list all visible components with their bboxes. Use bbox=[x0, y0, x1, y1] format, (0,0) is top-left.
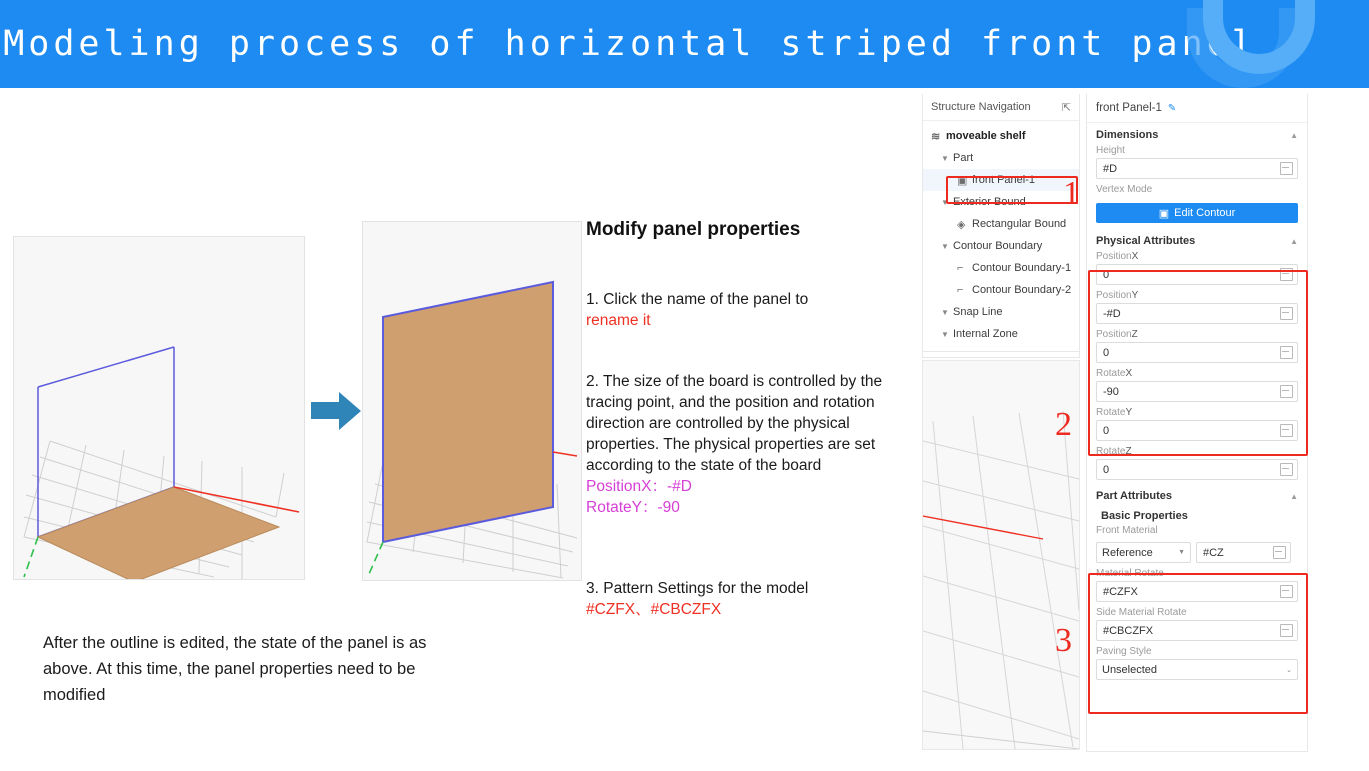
chevron-down-icon[interactable]: ▼ bbox=[1178, 549, 1185, 556]
edit-contour-button[interactable] bbox=[1096, 203, 1298, 223]
field-front-material-label: Front Material bbox=[1096, 525, 1158, 536]
chevron-down-icon[interactable]: ▼ bbox=[941, 329, 949, 339]
label-prefix: Position bbox=[1096, 290, 1132, 301]
rotatex-value: -90 bbox=[1103, 385, 1119, 398]
formula-icon[interactable] bbox=[1280, 346, 1293, 359]
label-suffix: Z bbox=[1125, 446, 1132, 457]
basic-properties-label: Basic Properties bbox=[1101, 510, 1188, 522]
tree-item-moveable-shelf[interactable] bbox=[923, 125, 1079, 147]
contour-icon: ⌐ bbox=[957, 284, 964, 296]
formula-icon[interactable] bbox=[1280, 162, 1293, 175]
tree-item-contour-boundary[interactable] bbox=[923, 235, 1079, 257]
section-physical-header[interactable] bbox=[1087, 229, 1307, 250]
formula-icon[interactable] bbox=[1280, 385, 1293, 398]
step-3-line: 3. Pattern Settings for the model bbox=[586, 580, 809, 597]
tree-item-label: Exterior Bound bbox=[953, 196, 1026, 208]
rotatez-input[interactable] bbox=[1096, 459, 1298, 480]
positionx-input[interactable] bbox=[1096, 264, 1298, 285]
step-3-text bbox=[586, 578, 904, 620]
label-prefix: Position bbox=[1096, 329, 1132, 340]
properties-title: front Panel-1 bbox=[1096, 102, 1162, 114]
side-material-rotate-input[interactable] bbox=[1096, 620, 1298, 641]
structure-navigation-title: Structure Navigation bbox=[931, 101, 1031, 113]
front-material-value: #CZ bbox=[1203, 546, 1224, 559]
field-height-label: Height bbox=[1096, 145, 1125, 156]
step-2-text bbox=[586, 371, 904, 518]
height-input[interactable] bbox=[1096, 158, 1298, 179]
label-prefix: Rotate bbox=[1096, 368, 1126, 379]
chevron-up-icon[interactable]: ▲ bbox=[1290, 130, 1298, 140]
front-material-source-select[interactable] bbox=[1096, 542, 1191, 563]
contour-icon: ▣ bbox=[1158, 207, 1170, 220]
banner-title: Modeling process of horizontal striped front panel bbox=[3, 24, 1257, 64]
field-rotatez bbox=[1087, 445, 1307, 484]
front-material-input[interactable] bbox=[1196, 542, 1291, 563]
u-logo-icon bbox=[1181, 0, 1341, 88]
field-positiony bbox=[1087, 289, 1307, 328]
tree-item-front-panel-1[interactable] bbox=[923, 169, 1079, 191]
section-physical-label: Physical Attributes bbox=[1096, 235, 1196, 247]
field-side-material-rotate bbox=[1087, 606, 1307, 645]
field-positionz bbox=[1087, 328, 1307, 367]
step-2-param-positionx: PositionX：-#D bbox=[586, 478, 692, 495]
field-rotatex bbox=[1087, 367, 1307, 406]
tree-item-label: moveable shelf bbox=[946, 130, 1026, 142]
paving-style-value: Unselected bbox=[1102, 663, 1158, 676]
annotation-number-2: 2 bbox=[1055, 406, 1072, 443]
field-material-rotate bbox=[1087, 563, 1307, 606]
bound-icon: ◈ bbox=[957, 218, 966, 231]
structure-navigation-panel bbox=[922, 94, 1080, 358]
field-front-material bbox=[1087, 524, 1307, 542]
label-prefix: Rotate bbox=[1096, 446, 1126, 457]
material-rotate-value: #CZFX bbox=[1103, 585, 1138, 598]
chevron-down-icon[interactable]: ▼ bbox=[941, 307, 949, 317]
field-paving-style bbox=[1087, 645, 1307, 684]
page-title: Modify panel properties bbox=[586, 219, 801, 240]
chevron-up-icon[interactable]: ▲ bbox=[1290, 491, 1298, 501]
tree-item-label: Internal Zone bbox=[953, 328, 1018, 340]
tree-item-label: Contour Boundary-1 bbox=[972, 262, 1072, 274]
cad-app-panel bbox=[922, 94, 1369, 752]
field-vertex-mode bbox=[1087, 183, 1307, 201]
structure-tree bbox=[923, 121, 1079, 352]
edit-contour-label: Edit Contour bbox=[1174, 207, 1236, 219]
tree-item-label: Rectangular Bound bbox=[972, 218, 1067, 230]
step-2-body: 2. The size of the board is controlled by the tracing point, and the position and rotation direction are controlled by the physical properties. The physical properties are set according to the state of the board bbox=[586, 373, 883, 474]
positionz-input[interactable] bbox=[1096, 342, 1298, 363]
annotation-number-1: 1 bbox=[1063, 175, 1080, 212]
properties-panel bbox=[1086, 94, 1308, 752]
label-suffix: X bbox=[1125, 368, 1133, 379]
section-dimensions-label: Dimensions bbox=[1096, 129, 1159, 141]
height-value: #D bbox=[1103, 162, 1118, 175]
step-1-line: 1. Click the name of the panel to bbox=[586, 291, 809, 308]
tree-item-label: Snap Line bbox=[953, 306, 1003, 318]
annotation-number-3: 3 bbox=[1055, 622, 1072, 659]
tree-item-exterior-bound[interactable] bbox=[923, 191, 1079, 213]
rotatey-input[interactable] bbox=[1096, 420, 1298, 441]
positiony-input[interactable] bbox=[1096, 303, 1298, 324]
bottom-note: After the outline is edited, the state of the panel is as above. At this time, the panel properties need to be modified bbox=[43, 634, 427, 704]
label-suffix: Y bbox=[1125, 407, 1133, 418]
layers-icon: ≋ bbox=[931, 130, 941, 143]
step-3-params: #CZFX、#CBCZFX bbox=[586, 601, 722, 618]
label-suffix: X bbox=[1131, 251, 1139, 262]
rotatex-input[interactable] bbox=[1096, 381, 1298, 402]
side-material-rotate-value: #CBCZFX bbox=[1103, 624, 1154, 637]
field-positionz-label bbox=[1096, 329, 1298, 340]
field-positionx-label bbox=[1096, 251, 1298, 262]
field-vertex-mode-label: Vertex Mode bbox=[1096, 184, 1153, 195]
3d-scene-before bbox=[14, 237, 304, 579]
panel-icon: ▣ bbox=[957, 174, 968, 187]
tree-item-internal-zone[interactable] bbox=[923, 323, 1079, 345]
field-rotatey-label bbox=[1096, 407, 1298, 418]
formula-icon[interactable] bbox=[1280, 307, 1293, 320]
section-part-header[interactable] bbox=[1087, 484, 1307, 505]
tree-item-label: Contour Boundary-2 bbox=[972, 284, 1072, 296]
label-prefix: Rotate bbox=[1096, 407, 1126, 418]
step-1-text bbox=[586, 289, 904, 331]
positionx-value: 0 bbox=[1103, 268, 1110, 281]
chevron-down-icon[interactable]: ▼ bbox=[941, 241, 949, 251]
label-suffix: Z bbox=[1131, 329, 1138, 340]
field-paving-style-label: Paving Style bbox=[1096, 646, 1152, 657]
divider bbox=[923, 351, 1079, 352]
positionz-value: 0 bbox=[1103, 346, 1110, 359]
tree-item-contour-boundary-1[interactable] bbox=[923, 257, 1079, 279]
chevron-down-icon[interactable]: ▼ bbox=[941, 153, 949, 163]
field-rotatey bbox=[1087, 406, 1307, 445]
chevron-up-icon[interactable]: ▲ bbox=[1290, 236, 1298, 246]
viewport-screenshot-after bbox=[362, 221, 582, 581]
tree-item-rectangular-bound[interactable] bbox=[923, 213, 1079, 235]
field-height bbox=[1087, 144, 1307, 183]
field-material-rotate-label: Material Rotate bbox=[1096, 568, 1164, 579]
field-side-material-rotate-label: Side Material Rotate bbox=[1096, 607, 1187, 618]
3d-scene-after bbox=[363, 222, 581, 580]
viewport-screenshot-before bbox=[13, 236, 305, 580]
structure-navigation-header bbox=[923, 94, 1079, 121]
rotatey-value: 0 bbox=[1103, 424, 1110, 437]
label-prefix: Position bbox=[1096, 251, 1132, 262]
pencil-icon[interactable]: ✎ bbox=[1167, 102, 1177, 114]
chevron-down-icon[interactable]: ⌄ bbox=[1286, 666, 1292, 674]
step-2-param-rotatey: RotateY：-90 bbox=[586, 499, 680, 516]
field-positionx bbox=[1087, 250, 1307, 289]
positiony-value: -#D bbox=[1103, 307, 1121, 320]
field-rotatex-label bbox=[1096, 368, 1298, 379]
tree-item-label: Contour Boundary bbox=[953, 240, 1043, 252]
formula-icon[interactable] bbox=[1280, 424, 1293, 437]
properties-title-row bbox=[1087, 94, 1307, 123]
rotatez-value: 0 bbox=[1103, 463, 1110, 476]
chevron-down-icon[interactable]: ▼ bbox=[941, 197, 949, 207]
formula-icon[interactable] bbox=[1280, 585, 1293, 598]
tree-item-label: Part bbox=[953, 152, 974, 164]
formula-icon[interactable] bbox=[1280, 463, 1293, 476]
formula-icon[interactable] bbox=[1280, 268, 1293, 281]
label-suffix: Y bbox=[1131, 290, 1139, 301]
formula-icon[interactable] bbox=[1273, 546, 1286, 559]
field-rotatez-label bbox=[1096, 446, 1298, 457]
tree-item-contour-boundary-2[interactable] bbox=[923, 279, 1079, 301]
flow-arrow-icon bbox=[311, 392, 361, 430]
paving-style-select[interactable] bbox=[1096, 659, 1298, 680]
tree-item-snap-line[interactable] bbox=[923, 301, 1079, 323]
field-positiony-label bbox=[1096, 290, 1298, 301]
contour-icon: ⌐ bbox=[957, 262, 964, 274]
expand-icon[interactable]: ⇱ bbox=[1061, 101, 1071, 114]
tree-item-part[interactable] bbox=[923, 147, 1079, 169]
section-dimensions-header[interactable] bbox=[1087, 123, 1307, 144]
section-part-label: Part Attributes bbox=[1096, 490, 1172, 502]
tree-item-label: front Panel-1 bbox=[972, 174, 1035, 186]
material-rotate-input[interactable] bbox=[1096, 581, 1298, 602]
formula-icon[interactable] bbox=[1280, 624, 1293, 637]
step-1-highlight: rename it bbox=[586, 312, 651, 329]
page-banner bbox=[0, 0, 1369, 88]
front-material-source-value: Reference bbox=[1102, 546, 1153, 559]
front-material-row bbox=[1087, 542, 1307, 563]
